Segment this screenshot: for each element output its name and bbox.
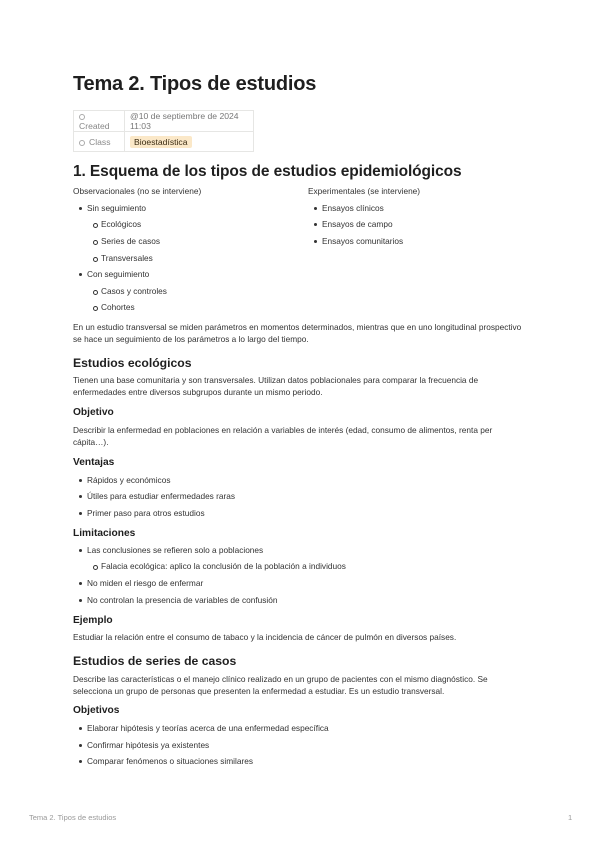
list-item: Primer paso para otros estudios <box>87 508 205 518</box>
subsection-heading: Objetivo <box>73 407 114 418</box>
paragraph: Describe las características o el manejo clínico realizado en un grupo de pacientes con el mismo diagnóstico. Se selecciona un grupo de personas que presenten la enfermedad a estudiar. Es un estudio transversal. <box>73 674 488 696</box>
right-column-label: Experimentales (se interviene) <box>308 186 421 196</box>
list-item: Sin seguimiento <box>87 203 147 213</box>
class-tag[interactable]: Bioestadística <box>130 136 192 148</box>
list-item: No controlan la presencia de variables de confusión <box>87 595 278 605</box>
class-label: Class <box>89 136 111 147</box>
paragraph: Estudiar la relación entre el consumo de tabaco y la incidencia de cáncer de pulmón en diversos países. <box>73 632 457 642</box>
list-item: Transversales <box>101 253 153 263</box>
list-item: Comparar fenómenos o situaciones similares <box>87 756 254 766</box>
list-item: Casos y controles <box>101 286 167 296</box>
list-item: No miden el riesgo de enfermar <box>87 578 204 588</box>
paragraph: En un estudio transversal se miden parámetros en momentos determinados, mientras que en uno longitudinal prospectivo se hace un seguimiento de los parámetros a lo largo del tiempo. <box>73 322 522 344</box>
list-item: Falacia ecológica: aplico la conclusión de la población a individuos <box>101 561 346 571</box>
property-row-created <box>74 111 254 132</box>
subsection-heading: Ejemplo <box>73 615 113 626</box>
list-item: Rápidos y económicos <box>87 475 171 485</box>
list-item: Útiles para estudiar enfermedades raras <box>87 491 236 501</box>
subsection-heading: Limitaciones <box>73 528 136 539</box>
footer-title: Tema 2. Tipos de estudios <box>29 813 117 822</box>
page-number: 1 <box>568 813 573 822</box>
section-heading: Estudios ecológicos <box>73 356 192 370</box>
created-label: Created <box>79 121 110 131</box>
list-item: Series de casos <box>101 236 161 246</box>
list-item: Cohortes <box>101 302 135 312</box>
section-heading: Estudios de series de casos <box>73 654 237 668</box>
paragraph: Describir la enfermedad en poblaciones en relación a variables de interés (edad, consumo de alimentos, renta per cápita…). <box>73 425 493 447</box>
properties-table <box>73 110 254 152</box>
list-item: Elaborar hipótesis y teorías acerca de una enfermedad específica <box>87 723 329 733</box>
section-heading: 1. Esquema de los tipos de estudios epidemiológicos <box>73 163 462 180</box>
list-item: Ensayos de campo <box>322 219 393 229</box>
list-icon <box>79 140 85 146</box>
clock-icon <box>79 114 85 120</box>
list-item: Con seguimiento <box>87 269 150 279</box>
page-title: Tema 2. Tipos de estudios <box>73 73 317 95</box>
list-item: Las conclusiones se refieren solo a poblaciones <box>87 545 264 555</box>
list-item: Ensayos clínicos <box>322 203 384 213</box>
list-item: Confirmar hipótesis ya existentes <box>87 740 210 750</box>
property-row-class <box>74 132 254 152</box>
left-column-label: Observacionales (no se interviene) <box>73 186 202 196</box>
list-item: Ecológicos <box>101 219 142 229</box>
paragraph: Tienen una base comunitaria y son transversales. Utilizan datos poblacionales para comparar la frecuencia de enfermedades entre diversos subgrupos durante un mismo periodo. <box>73 375 479 397</box>
subsection-heading: Ventajas <box>73 457 115 468</box>
list-item: Ensayos comunitarios <box>322 236 404 246</box>
created-value: @10 de septiembre de 2024 11:03 <box>125 111 254 132</box>
subsection-heading: Objetivos <box>73 705 120 716</box>
